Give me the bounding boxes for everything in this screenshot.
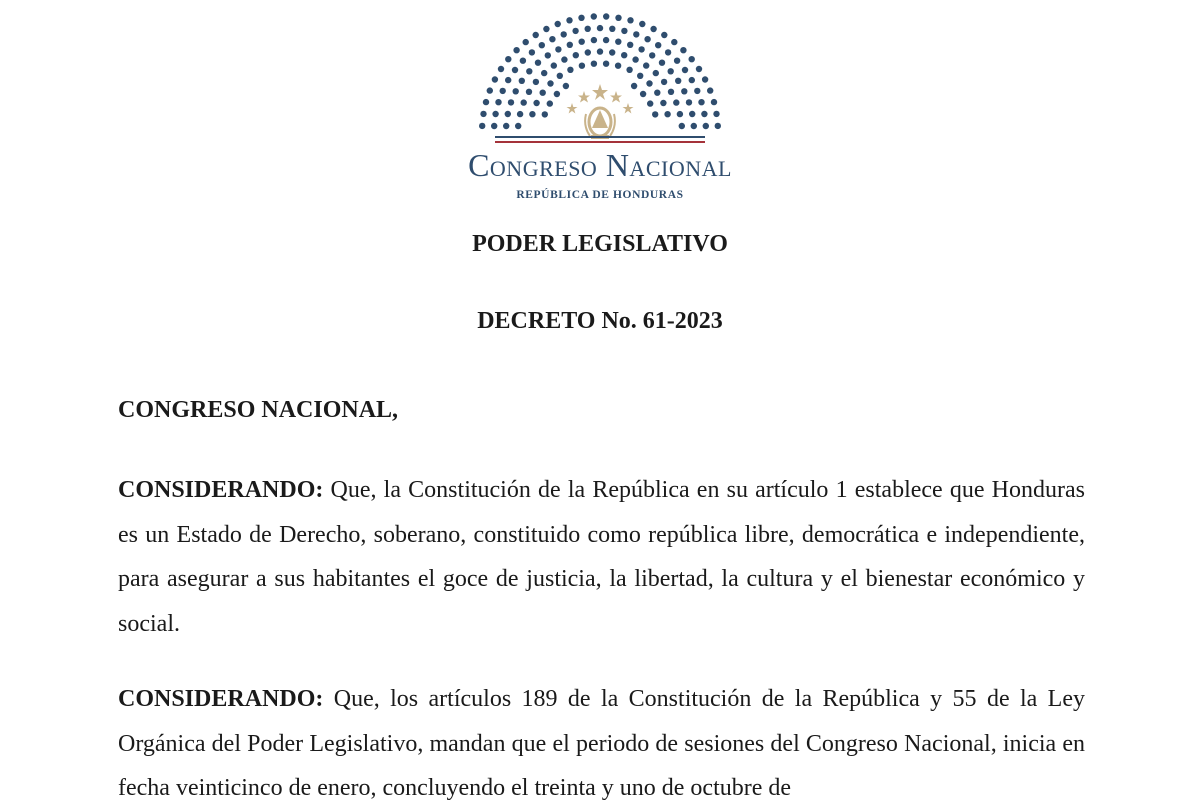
seat-dot xyxy=(513,88,519,94)
seat-dot xyxy=(603,61,609,67)
seat-dot xyxy=(675,78,681,84)
seat-dot xyxy=(659,60,665,66)
seat-dot xyxy=(654,90,660,96)
seat-dot xyxy=(698,99,704,105)
seat-dot xyxy=(655,42,661,48)
considerando-text: Que, la Constitución de la República en su artículo 1 establece que Honduras es un Estado de Derecho, soberano, constituido como república libre, democrática e independiente, para asegurar a sus habitantes el goce de justicia, la libertad, la cultura y el bienestar económico y social. xyxy=(118,477,1085,637)
seat-dot xyxy=(515,123,521,129)
seat-dot xyxy=(677,111,683,117)
seat-dot xyxy=(563,83,569,89)
seat-dot xyxy=(643,62,649,68)
seat-dot xyxy=(591,61,597,67)
seat-dot xyxy=(529,49,535,55)
seat-dot xyxy=(579,63,585,69)
seat-dot xyxy=(707,87,713,93)
seat-dot xyxy=(555,21,561,27)
considerando-label: CONSIDERANDO: xyxy=(118,477,324,503)
seat-dot xyxy=(637,73,643,79)
seat-dot xyxy=(668,68,674,74)
seat-dot xyxy=(631,83,637,89)
seat-dot xyxy=(615,39,621,45)
seat-dot xyxy=(533,79,539,85)
seat-dot xyxy=(701,111,707,117)
seat-dot xyxy=(540,90,546,96)
branch-heading: PODER LEGISLATIVO xyxy=(472,231,728,257)
seat-dot xyxy=(505,77,511,83)
seat-dot xyxy=(696,66,702,72)
seat-dot xyxy=(487,87,493,93)
seat-dot xyxy=(533,100,539,106)
seat-dot xyxy=(567,42,573,48)
seal-icon xyxy=(567,84,634,139)
seat-dot xyxy=(591,37,597,43)
seat-dot xyxy=(492,76,498,82)
seat-dot xyxy=(615,15,621,21)
seat-dot xyxy=(541,70,547,76)
seat-dot xyxy=(615,63,621,69)
seat-dot xyxy=(626,67,632,73)
seat-dot xyxy=(661,32,667,38)
addressee: CONGRESO NACIONAL, xyxy=(118,397,399,423)
seat-dot xyxy=(691,123,697,129)
seat-dot xyxy=(554,91,560,97)
seat-dot xyxy=(664,111,670,117)
seat-dot xyxy=(547,80,553,86)
seat-dot xyxy=(492,111,498,117)
seat-dot xyxy=(521,99,527,105)
seat-dot xyxy=(673,99,679,105)
seat-dot xyxy=(650,26,656,32)
seat-dot xyxy=(505,111,511,117)
seat-dot xyxy=(491,123,497,129)
seat-dot xyxy=(533,32,539,38)
seat-dot xyxy=(503,123,509,129)
seat-dot xyxy=(633,31,639,37)
seat-dot xyxy=(644,36,650,42)
seat-dot xyxy=(689,56,695,62)
seat-dot xyxy=(520,58,526,64)
seat-dot xyxy=(557,73,563,79)
seat-dot xyxy=(549,36,555,42)
seat-dot xyxy=(512,67,518,73)
seat-dot xyxy=(665,49,671,55)
logo-title: Congreso Nacional xyxy=(468,147,732,183)
seat-dot xyxy=(526,68,532,74)
seat-dot xyxy=(680,47,686,53)
seat-dot xyxy=(627,42,633,48)
considerando-paragraph xyxy=(118,677,1085,811)
seat-dot xyxy=(711,99,717,105)
seat-dot xyxy=(603,37,609,43)
seat-dot xyxy=(686,99,692,105)
seat-dot xyxy=(505,56,511,62)
seat-dot xyxy=(646,80,652,86)
seat-dot xyxy=(567,67,573,73)
seat-dot xyxy=(523,39,529,45)
seat-dot xyxy=(649,52,655,58)
seat-dot xyxy=(479,123,485,129)
seat-dot xyxy=(480,111,486,117)
seat-dot xyxy=(703,123,709,129)
logo-subtitle: REPÚBLICA DE HONDURAS xyxy=(516,189,684,201)
seat-dot xyxy=(597,48,603,54)
seat-dot xyxy=(674,58,680,64)
seat-dot xyxy=(679,123,685,129)
congress-logo xyxy=(440,4,760,204)
seat-dot xyxy=(702,76,708,82)
congress-hemicycle-seal-icon xyxy=(440,4,760,149)
seat-dot xyxy=(526,89,532,95)
logo-rule-red xyxy=(495,141,705,143)
seat-dot xyxy=(639,21,645,27)
seat-dot xyxy=(529,111,535,117)
seat-dot xyxy=(689,111,695,117)
seat-dot xyxy=(547,100,553,106)
seat-dot xyxy=(535,60,541,66)
seat-dot xyxy=(660,100,666,106)
seat-dot xyxy=(513,47,519,53)
seat-dot xyxy=(572,28,578,34)
seat-dot xyxy=(519,78,525,84)
decree-number-heading: DECRETO No. 61-2023 xyxy=(477,308,723,334)
seat-dot xyxy=(621,52,627,58)
seat-dot xyxy=(517,111,523,117)
seat-dot xyxy=(591,13,597,19)
seat-dot xyxy=(483,99,489,105)
seat-dot xyxy=(585,49,591,55)
seat-dot xyxy=(632,56,638,62)
seat-dot xyxy=(498,66,504,72)
seat-dot xyxy=(640,91,646,97)
seat-dot xyxy=(647,100,653,106)
seat-dot xyxy=(543,26,549,32)
seat-dot xyxy=(715,123,721,129)
seat-dot xyxy=(542,111,548,117)
seat-dot xyxy=(671,39,677,45)
seat-dot xyxy=(495,99,501,105)
seat-dot xyxy=(545,52,551,58)
seat-dot xyxy=(555,46,561,52)
seat-dot xyxy=(668,89,674,95)
considerando-label: CONSIDERANDO: xyxy=(118,686,324,712)
considerando-text: Que, los artículos 189 de la Constitución de la República y 55 de la Ley Orgánica del Poder Legislativo, mandan que el periodo de sesiones del Congreso Nacional, inicia en fecha veinticinco de enero, concluyendo el treinta y uno de octubre de xyxy=(118,686,1085,801)
seat-dot xyxy=(585,26,591,32)
seat-dot xyxy=(609,26,615,32)
logo-rule-blue xyxy=(495,136,705,138)
seat-dot xyxy=(661,79,667,85)
seat-dot xyxy=(597,25,603,31)
considerando-paragraph xyxy=(118,468,1085,646)
seat-dot xyxy=(579,39,585,45)
seat-dot xyxy=(694,88,700,94)
seat-dot xyxy=(689,77,695,83)
seat-dot xyxy=(713,111,719,117)
seat-dot xyxy=(638,46,644,52)
seat-dot xyxy=(652,111,658,117)
seat-dot xyxy=(578,15,584,21)
seat-dot xyxy=(603,13,609,19)
seat-dot xyxy=(566,17,572,23)
seat-dot xyxy=(621,28,627,34)
seat-dot xyxy=(500,88,506,94)
seat-dot xyxy=(539,42,545,48)
seat-dot xyxy=(681,88,687,94)
seat-dot xyxy=(573,52,579,58)
seat-dot xyxy=(653,70,659,76)
seat-dot xyxy=(627,17,633,23)
seat-dot xyxy=(508,99,514,105)
seat-dot xyxy=(561,31,567,37)
seat-dot xyxy=(561,56,567,62)
seat-dot xyxy=(551,62,557,68)
seat-dot xyxy=(682,67,688,73)
seat-dot xyxy=(609,49,615,55)
